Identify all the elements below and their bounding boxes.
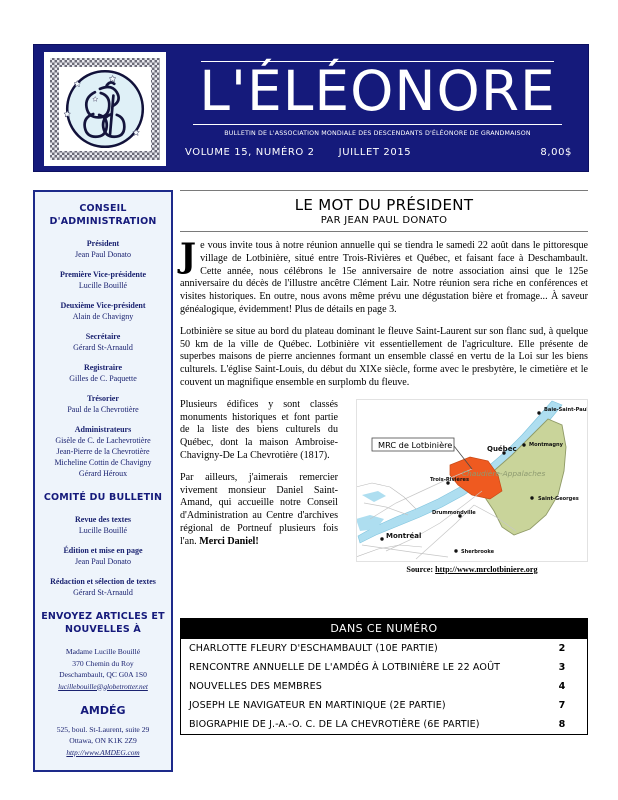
entry-name: Gérard St-Arnauld	[73, 588, 133, 597]
contact-email-link[interactable]: lucillebouille@globetrotter.net	[58, 681, 148, 691]
entry-role: Édition et mise en page	[63, 546, 143, 555]
toc-item-page: 7	[558, 700, 566, 711]
masthead-rule-mid	[193, 124, 562, 125]
map-figure	[356, 399, 588, 574]
sidebar-entry	[40, 393, 166, 415]
toc-item-page: 2	[558, 643, 566, 654]
article-paragraph-3: Plusieurs édifices y sont classés monuments historiques et font partie de la liste des biens culturels du Québec, dont la maison Ambroise-Chavigny-De La Chevrotière (1817).	[180, 398, 338, 461]
toc-row[interactable]	[181, 715, 587, 734]
table-of-contents	[180, 618, 588, 735]
entry-role: Deuxième Vice-président	[60, 301, 146, 310]
paragraph-4-text: Par ailleurs, j'aimerais remercier vivement monsieur Daniel Saint-Amand, qui accueille notre Conseil d'Administration au Centre d'archives régional de Portneuf plusieurs fois l'an.	[180, 471, 338, 547]
sidebar-entry	[40, 424, 166, 479]
sidebar-heading-bulletin: COMITÉ DU BULLETIN	[43, 492, 163, 503]
contact-street: 370 Chemin du Roy	[72, 658, 134, 668]
entry-name: Gérard Héroux	[78, 469, 128, 478]
amdeg-city: Ottawa, ON K1K 2Z9	[69, 736, 137, 745]
paragraph-4-emphasis: Merci Daniel!	[199, 535, 259, 547]
contact-city: Deschambault, QC G0A 1S0	[59, 670, 147, 679]
sidebar-entry	[40, 331, 166, 353]
map-source-link[interactable]: http://www.mrclotbiniere.org	[435, 564, 538, 574]
entry-name: Micheline Cottin de Chavigny	[54, 458, 152, 467]
toc-item-page: 4	[558, 681, 566, 692]
lotbiniere-map-image	[356, 399, 588, 562]
association-logo	[44, 52, 166, 166]
entry-name: Alain de Chavigny	[72, 312, 134, 321]
entry-name: Jean Paul Donato	[75, 250, 131, 259]
amdeg-website-link[interactable]: http://www.AMDEG.com	[66, 747, 140, 757]
toc-heading: DANS CE NUMÉRO	[181, 619, 587, 639]
entry-name: Jean-Pierre de la Chevrotière	[56, 447, 150, 456]
sidebar-council-list	[40, 238, 166, 479]
sidebar-heading-council: CONSEIL D'ADMINISTRATION	[49, 203, 157, 227]
issue-line	[179, 147, 576, 158]
map-city-label: Trois-Rivières	[430, 476, 470, 483]
article-byline: PAR JEAN PAUL DONATO	[320, 215, 448, 226]
article-rule-bottom	[180, 231, 588, 232]
sidebar-contact-block	[40, 646, 166, 692]
entry-role: Première Vice-présidente	[59, 270, 147, 279]
publication-subtitle: BULLETIN DE L'ASSOCIATION MONDIALE DES DESCENDANTS D'ÉLÉONORE DE GRANDMAISON	[224, 130, 531, 137]
toc-item-label: CHARLOTTE FLEURY D'ESCHAMBAULT (10E PARTIE)	[189, 643, 438, 654]
issue-volume: VOLUME 15, NUMÉRO 2	[185, 147, 315, 158]
article-body	[180, 236, 588, 574]
sidebar-amdeg-block	[40, 724, 166, 758]
toc-row[interactable]	[181, 639, 587, 658]
article-paragraph-2: Lotbinière se situe au bord du plateau dominant le fleuve Saint-Laurent sur son flanc sud, à quelque 50 km de la ville de Québec. Lotbinière vit essentiellement de l'agriculture. Elle présente de superbes maisons de pierre anciennes formant un ensemble classé en vertu de la Loi sur les biens culturels. L'église Saint-Louis, du début du XIXe siècle, forme avec le presbytère, le cimetière et le couvent un magnifique ensemble en surplomb du fleuve.	[180, 325, 588, 388]
entry-role: Trésorier	[87, 394, 119, 403]
map-city-label: Sherbrooke	[461, 548, 495, 555]
svg-text:MRC de Lotbinière: MRC de Lotbinière	[378, 439, 453, 450]
toc-item-label: BIOGRAPHIE DE J.-A.-O. C. DE LA CHEVROTIÈRE (6E PARTIE)	[189, 719, 480, 730]
entry-role: Revue des textes	[75, 515, 131, 524]
masthead	[33, 44, 589, 172]
monogram-emblem-icon	[63, 67, 147, 151]
amdeg-street: 525, boul. St-Laurent, suite 29	[56, 724, 150, 734]
map-city-label: Saint-Georges	[538, 495, 579, 502]
entry-name: Gilles de C. Paquette	[69, 374, 137, 383]
quebec-region-map-icon	[356, 399, 588, 562]
toc-item-label: NOUVELLES DES MEMBRES	[189, 681, 322, 692]
map-source-caption	[356, 565, 588, 574]
sidebar-entry	[40, 545, 166, 567]
map-city-label: Montréal	[386, 531, 422, 540]
entry-name: Gisèle de C. de Lachevrotière	[55, 436, 151, 445]
entry-name: Lucille Bouillé	[78, 281, 128, 290]
issue-date: JUILLET 2015	[338, 147, 412, 158]
article-rule-top	[180, 190, 588, 191]
map-source-label: Source:	[406, 564, 434, 574]
map-city-label: Drummondville	[432, 509, 476, 516]
entry-role: Rédaction et sélection de textes	[50, 577, 156, 586]
entry-role: Président	[86, 239, 120, 248]
publication-title: L'ÉLÉONORE	[199, 59, 556, 123]
sidebar-entry	[40, 300, 166, 322]
sidebar-entry	[40, 576, 166, 598]
entry-name: Paul de la Chevrotière	[67, 405, 139, 414]
map-city-label: Baie-Saint-Paul	[544, 406, 588, 413]
entry-name: Jean Paul Donato	[75, 557, 131, 566]
entry-name: Gérard St-Arnauld	[73, 343, 133, 352]
map-region-label: Chaudière-Appalaches	[462, 468, 546, 478]
toc-item-label: JOSEPH LE NAVIGATEUR EN MARTINIQUE (2E PARTIE)	[189, 700, 446, 711]
wrapped-text-column	[180, 399, 338, 549]
sidebar-amdeg-heading: AMDÉG	[80, 703, 126, 717]
sidebar-masthead-box	[33, 190, 173, 772]
toc-item-page: 8	[558, 719, 566, 730]
article-paragraph-1: Je vous invite tous à notre réunion annuelle qui se tiendra le samedi 22 août dans le pittoresque village de Lotbinière, situé entre Trois-Rivières et Québec, et faisant face à Deschambault. Cette année, nous célébrons le 15e anniversaire de notre association ainsi que le 125e anniversaire du décès de l'illustre ancêtre Clément Lair. Notre réunion sera riche en conférences et visites historiques. En outre, nous avons même prévu une dégustation bière et fromage... À saveur généalogique, évidemment! Plus de détails en page 3.	[180, 236, 588, 315]
sidebar-entry	[40, 514, 166, 536]
sidebar-entry	[40, 269, 166, 291]
toc-row[interactable]	[181, 696, 587, 715]
map-city-label: Québec	[487, 444, 517, 453]
sidebar-heading-send: ENVOYEZ ARTICLES ET NOUVELLES À	[41, 611, 165, 635]
sidebar-entry	[40, 238, 166, 260]
entry-role: Registraire	[83, 363, 123, 372]
issue-price: 8,00$	[540, 147, 572, 158]
toc-item-page: 3	[558, 662, 566, 673]
article-paragraph-4	[180, 472, 338, 549]
sidebar-entry	[40, 362, 166, 384]
logo-ornate-border	[50, 58, 160, 160]
entry-role: Administrateurs	[74, 425, 132, 434]
map-city-label: Montmagny	[529, 441, 563, 448]
main-article	[180, 190, 588, 578]
masthead-text-block	[179, 53, 576, 165]
logo-inner-panel	[59, 67, 151, 151]
entry-role: Secrétaire	[85, 332, 121, 341]
contact-name: Madame Lucille Bouillé	[65, 647, 141, 656]
entry-name: Lucille Bouillé	[78, 526, 128, 535]
toc-item-label: RENCONTRE ANNUELLE DE L'AMDÉG À LOTBINIÈRE LE 22 AOÛT	[189, 662, 501, 673]
toc-row[interactable]	[181, 677, 587, 696]
sidebar-bulletin-list	[40, 514, 166, 598]
toc-row[interactable]	[181, 658, 587, 677]
article-title: LE MOT DU PRÉSIDENT	[294, 196, 474, 214]
